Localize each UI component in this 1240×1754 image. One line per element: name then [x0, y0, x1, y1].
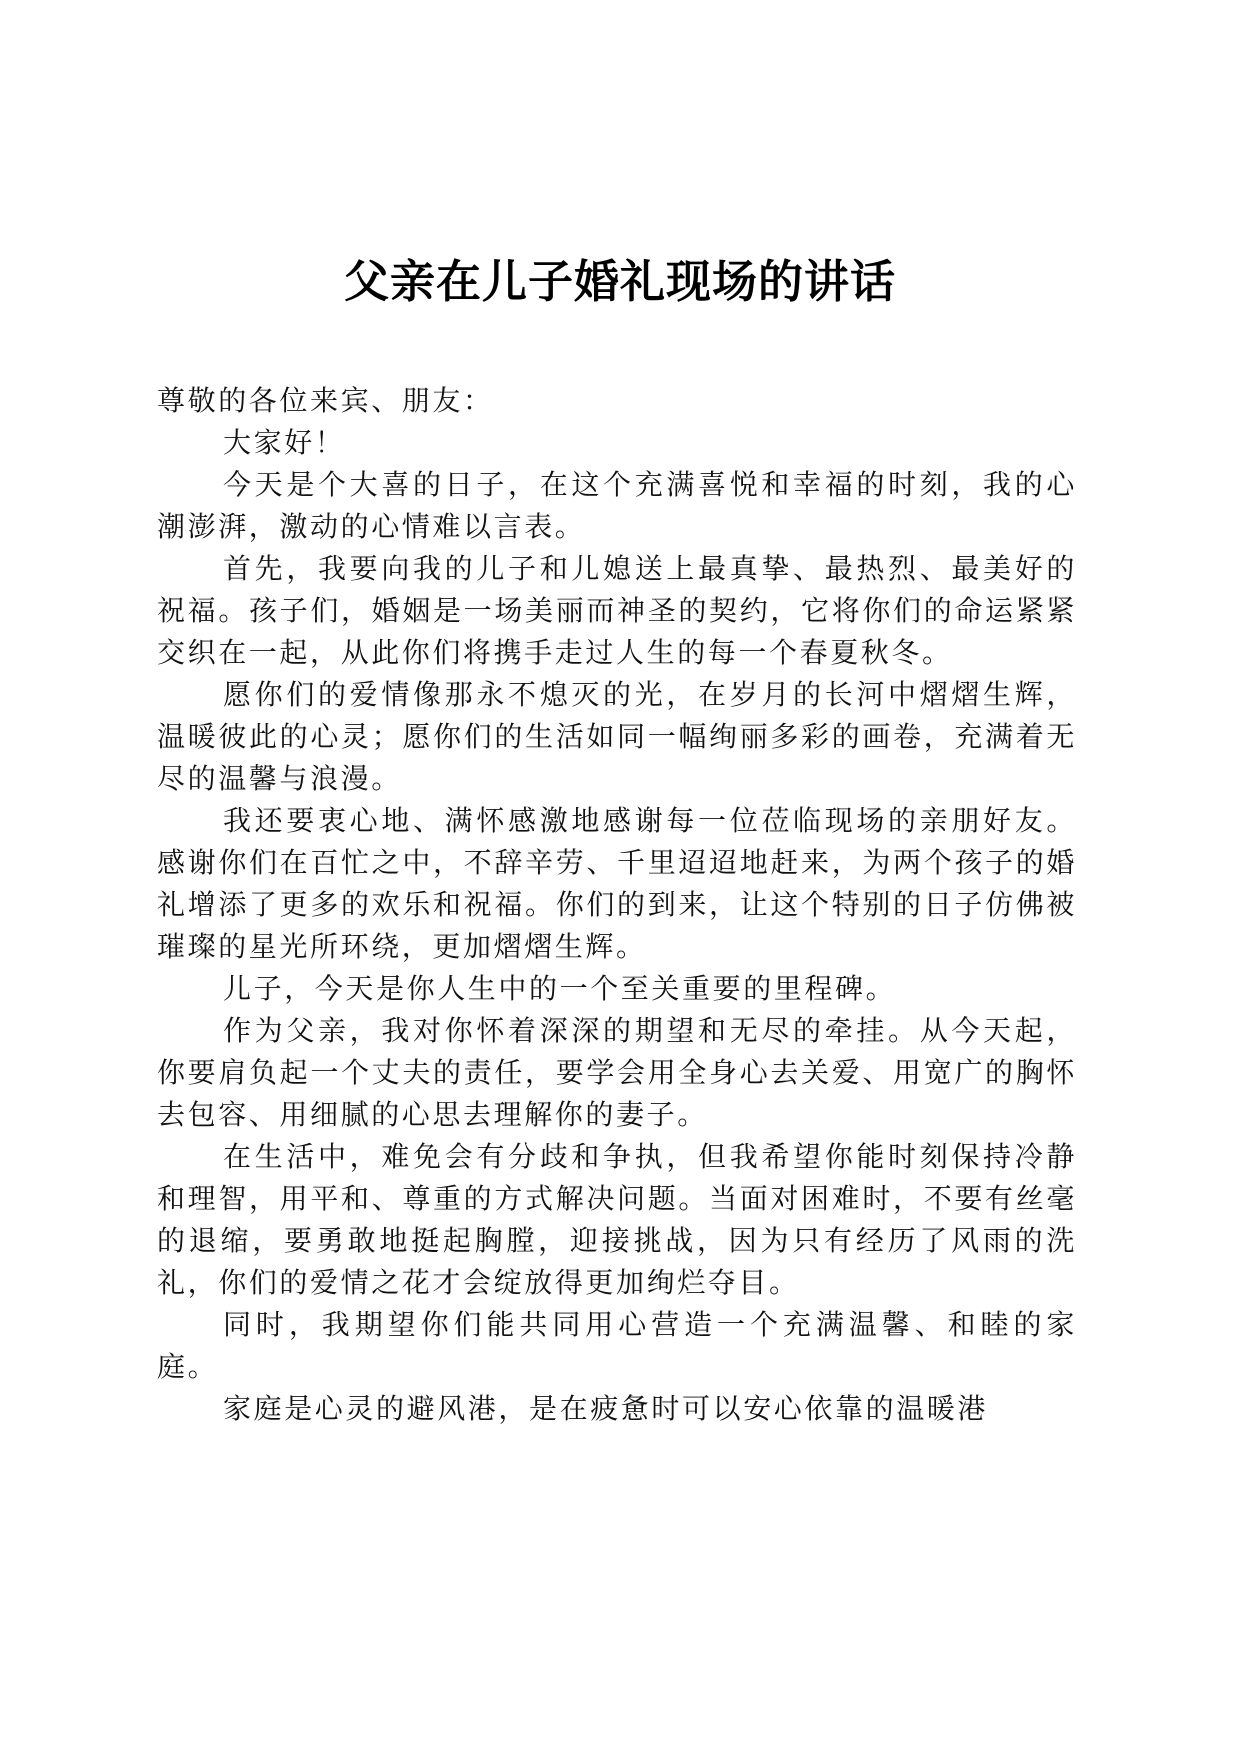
paragraph: 家庭是心灵的避风港，是在疲惫时可以安心依靠的温暖港: [223, 1392, 989, 1425]
paragraph: 今天是个大喜的日子，在这个充满喜悦和幸福的时刻，我的心潮澎湃，激动的心情难以言表。: [157, 468, 1077, 543]
speech-body: [157, 380, 1077, 1430]
page-title: 父亲在儿子婚礼现场的讲话: [343, 255, 896, 308]
paragraph: 作为父亲，我对你怀着深深的期望和无尽的牵挂。从今天起，你要肩负起一个丈夫的责任，要学会用全身心去关爱、用宽广的胸怀去包容、用细腻的心思去理解你的妻子。: [157, 1014, 1077, 1131]
paragraph: 我还要衷心地、满怀感激地感谢每一位莅临现场的亲朋好友。感谢你们在百忙之中，不辞辛劳、千里迢迢地赶来，为两个孩子的婚礼增添了更多的欢乐和祝福。你们的到来，让这个特别的日子仿佛被璀璨的星光所环绕，更加熠熠生辉。: [157, 804, 1077, 963]
salutation: 尊敬的各位来宾、朋友：: [157, 384, 494, 417]
paragraph: 同时，我期望你们能共同用心营造一个充满温馨、和睦的家庭。: [157, 1308, 1077, 1383]
paragraph: 首先，我要向我的儿子和儿媳送上最真挚、最热烈、最美好的祝福。孩子们，婚姻是一场美丽而神圣的契约，它将你们的命运紧紧交织在一起，从此你们将携手走过人生的每一个春夏秋冬。: [157, 552, 1077, 669]
paragraph: 愿你们的爱情像那永不熄灭的光，在岁月的长河中熠熠生辉，温暖彼此的心灵；愿你们的生活如同一幅绚丽多彩的画卷，充满着无尽的温馨与浪漫。: [157, 678, 1077, 795]
paragraph-greeting: 大家好！: [223, 426, 346, 459]
paragraph: 儿子，今天是你人生中的一个至关重要的里程碑。: [223, 972, 897, 1005]
paragraph: 在生活中，难免会有分歧和争执，但我希望你能时刻保持冷静和理智，用平和、尊重的方式解决问题。当面对困难时，不要有丝毫的退缩，要勇敢地挺起胸膛，迎接挑战，因为只有经历了风雨的洗礼，你们的爱情之花才会绽放得更加绚烂夺目。: [157, 1140, 1077, 1299]
